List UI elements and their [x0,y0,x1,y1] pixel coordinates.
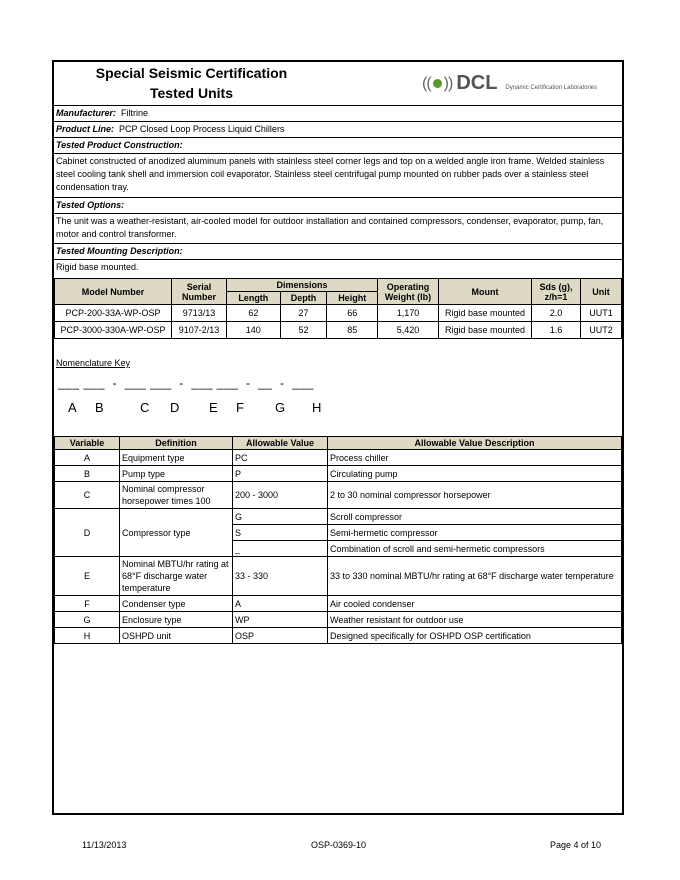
cell: 33 - 330 [233,557,328,596]
cell: Rigid base mounted [439,322,532,339]
cell: S [233,525,328,541]
letter-g: G [275,400,286,415]
cell: P [233,466,328,482]
product-line-row [54,122,622,138]
cell: Equipment type [120,450,233,466]
options-text: The unit was a weather-resistant, air-cooled model for outdoor installation and contained compressors, condenser, evaporator, pump, fan, motor and control transformer. [54,214,622,244]
cell: C [55,482,120,509]
letter-d: D [170,400,180,415]
letter-e: E [209,400,218,415]
table-row [55,482,622,509]
construction-text: Cabinet constructed of anodized aluminum panels with stainless steel corner legs and top on a welded angle iron frame. Welded stainless steel cooling tank shell and immersion coil evaporator. Stainless steel centrifugal pump mounted on rubber pads over a stainless steel condensation tray. [54,154,622,198]
cell: _ [233,541,328,557]
cell: UUT2 [581,322,622,339]
col-unit: Unit [581,279,622,305]
cell: G [55,612,120,628]
options-label-row [54,198,622,214]
col-model: Model Number [55,279,172,305]
construction-label: Tested Product Construction: [56,140,183,150]
col-length: Length [227,292,281,305]
cell: OSHPD unit [120,628,233,644]
col-allowable: Allowable Value [233,437,328,450]
dcl-logo [422,72,597,95]
cell: Enclosure type [120,612,233,628]
cell: Weather resistant for outdoor use [328,612,622,628]
table-row [55,305,622,322]
page-header [54,62,622,106]
mounting-text: Rigid base mounted. [56,262,139,272]
signal-waves-icon-right: )) [443,74,453,92]
letter-f: F [236,400,244,415]
col-depth: Depth [280,292,327,305]
letter-h: H [312,400,322,415]
cell: 27 [280,305,327,322]
cell: Pump type [120,466,233,482]
cell: UUT1 [581,305,622,322]
cell: Rigid base mounted [439,305,532,322]
cell: Process chiller [328,450,622,466]
table-row [55,450,622,466]
cell: PC [233,450,328,466]
nomenclature-blanks: ___ ___ - ___ ___ - ___ ___ - __ - ___ [58,376,314,390]
cell: Circulating pump [328,466,622,482]
cell: 33 to 330 nominal MBTU/hr rating at 68°F discharge water temperature [328,557,622,596]
cell: 52 [280,322,327,339]
variable-table [54,436,622,644]
cell: 140 [227,322,281,339]
cell: 200 - 3000 [233,482,328,509]
cell: Designed specifically for OSHPD OSP certification [328,628,622,644]
logo-text: DCL [456,72,498,94]
title-line1: Special Seismic Certification [95,65,288,81]
options-label: Tested Options: [56,200,125,210]
col-variable: Variable [55,437,120,450]
footer-date: 11/13/2013 [82,840,127,850]
col-definition: Definition [120,437,233,450]
cell: Condenser type [120,596,233,612]
logo-subtext: Dynamic Certification Laboratories [505,84,598,91]
table-row [55,322,622,339]
cell: E [55,557,120,596]
letter-c: C [140,400,150,415]
cell: OSP [233,628,328,644]
mounting-label-row [54,244,622,260]
cell: Nominal MBTU/hr rating at 68°F discharge water temperature [120,557,233,596]
cell: Air cooled condenser [328,596,622,612]
cell: 85 [327,322,378,339]
cell: 1,170 [378,305,439,322]
green-dot-icon [433,79,442,88]
signal-waves-icon: (( [422,74,431,92]
table-row [55,466,622,482]
manufacturer-label: Manufacturer: [56,108,117,118]
footer-page-number: Page 4 of 10 [550,840,602,850]
cell: 9107-2/13 [172,322,227,339]
footer-doc-number: OSP-0369-10 [311,840,367,850]
cell: WP [233,612,328,628]
cell: Compressor type [120,509,233,557]
cell: 62 [227,305,281,322]
cell: PCP-3000-330A-WP-OSP [55,322,172,339]
cell: Semi-hermetic compressor [328,525,622,541]
col-height: Height [327,292,378,305]
cell: PCP-200-33A-WP-OSP [55,305,172,322]
construction-label-row [54,138,622,154]
cell: G [233,509,328,525]
table-row [55,596,622,612]
manufacturer-row [54,106,622,122]
tested-units-table [54,278,622,339]
cell: Combination of scroll and semi-hermetic compressors [328,541,622,557]
cell: D [55,509,120,557]
cell: A [55,450,120,466]
cell: 2.0 [532,305,581,322]
table-row [55,557,622,596]
col-sds: Sds (g), z/h=1 [532,279,581,305]
cell: 1.6 [532,322,581,339]
cell: 5,420 [378,322,439,339]
letter-a: A [68,400,77,415]
cell: A [233,596,328,612]
cell: Scroll compressor [328,509,622,525]
nomenclature-title: Nomenclature Key [56,358,131,368]
cell: H [55,628,120,644]
table-row [55,509,622,525]
col-mount: Mount [439,279,532,305]
cell: Nominal compressor horsepower times 100 [120,482,233,509]
col-serial: Serial Number [172,279,227,305]
cell: 66 [327,305,378,322]
col-dimensions: Dimensions [227,279,378,292]
mounting-label: Tested Mounting Description: [56,246,183,256]
title-line2: Tested Units [150,85,233,101]
cell: 2 to 30 nominal compressor horsepower [328,482,622,509]
letter-b: B [95,400,104,415]
product-line-value: PCP Closed Loop Process Liquid Chillers [119,124,285,134]
manufacturer-value: Filtrine [121,108,149,118]
col-weight: Operating Weight (lb) [378,279,439,305]
table-row [55,612,622,628]
col-description: Allowable Value Description [328,437,622,450]
product-line-label: Product Line: [56,124,114,134]
cell: F [55,596,120,612]
table-row [55,628,622,644]
cell: B [55,466,120,482]
cell: 9713/13 [172,305,227,322]
certification-page [52,60,624,815]
